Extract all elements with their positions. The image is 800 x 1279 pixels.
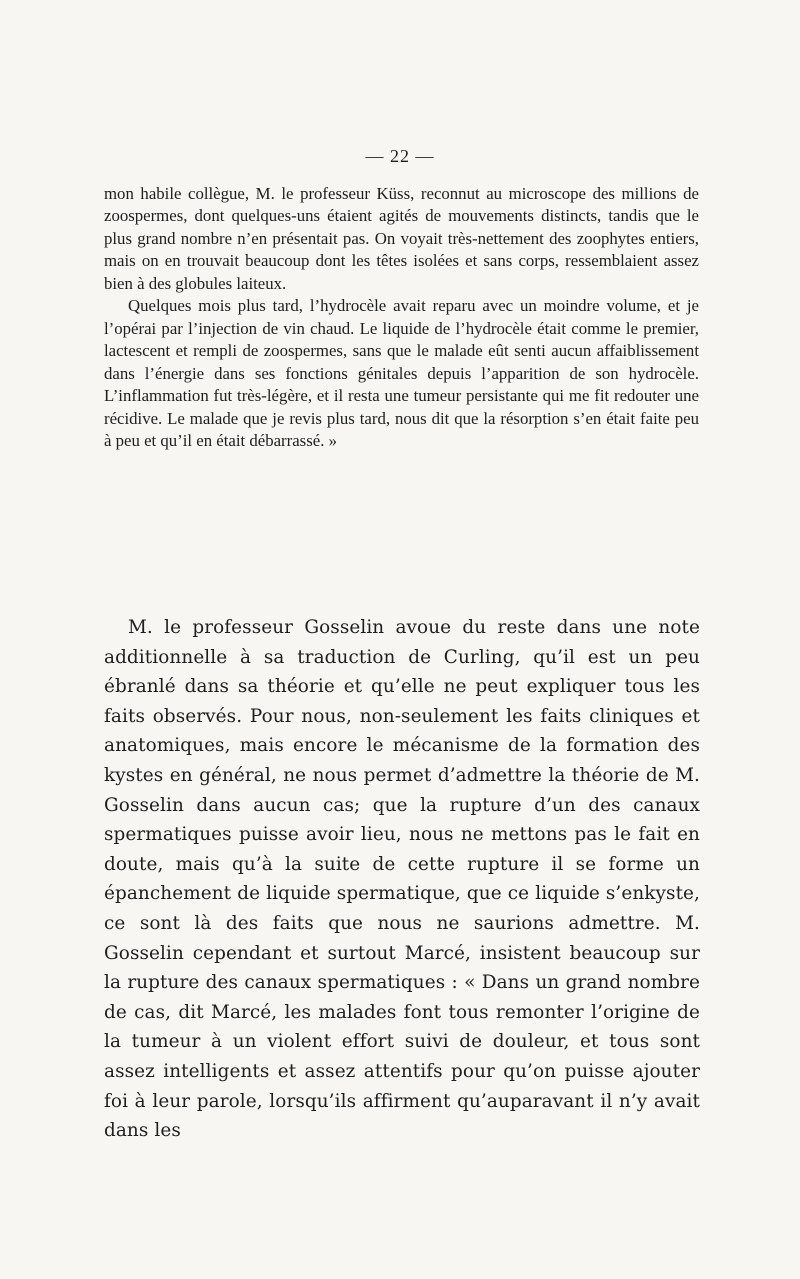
page-number: — 22 —	[365, 146, 435, 166]
quoted-case-text	[104, 183, 699, 452]
quote-paragraph-1: mon habile collègue, M. le professeur Küss, reconnut au microscope des millions de zoospermes, dont quelques-uns étaient agités de mouvements distincts, tandis que le plus grand nombre n’en présentait pas. On voyait très-nettement des zoophytes entiers, mais on en trouvait beaucoup dont les têtes isolées et sans corps, ressemblaient assez bien à des globules laiteux.	[104, 184, 699, 293]
main-paragraph: M. le professeur Gosselin avoue du reste dans une note additionnelle à sa traduction de Curling, qu’il est un peu ébranlé dans sa théorie et qu’elle ne peut expliquer tous les faits observés. Pour nous, non-seulement les faits cliniques et anatomiques, mais encore le mécanisme de la formation des kystes en général, ne nous permet d’admettre la théorie de M. Gosselin dans aucun cas; que la rupture d’un des canaux spermatiques puisse avoir lieu, nous ne mettons pas le fait en doute, mais qu’à la suite de cette rupture il se forme un épanchement de liquide spermatique, que ce liquide s’enkyste, ce sont là des faits que nous ne saurions admettre. M. Gosselin cependant et surtout Marcé, insistent beaucoup sur la rupture des canaux spermatiques : « Dans un grand nombre de cas, dit Marcé, les malades font tous remonter l’origine de la tumeur à un violent effort suivi de douleur, et tous sont assez intelligents et assez attentifs pour qu’on puisse ajouter foi à leur parole, lorsqu’ils affirment qu’auparavant il n’y avait dans les	[104, 617, 700, 1142]
quote-paragraph-2: Quelques mois plus tard, l’hydrocèle avait reparu avec un moindre volume, et je l’opérai par l’injection de vin chaud. Le liquide de l’hydrocèle était comme le premier, lactescent et rempli de zoospermes, sans que le malade eût senti aucun affaiblissement dans l’énergie dans ses fonctions génitales depuis l’apparition de son hydrocèle. L’inflammation fut très-légère, et il resta une tumeur persistante qui me fit redouter une récidive. Le malade que je revis plus tard, nous dit que la résorption s’en était faite peu à peu et qu’il en était débarrassé. »	[104, 296, 699, 450]
